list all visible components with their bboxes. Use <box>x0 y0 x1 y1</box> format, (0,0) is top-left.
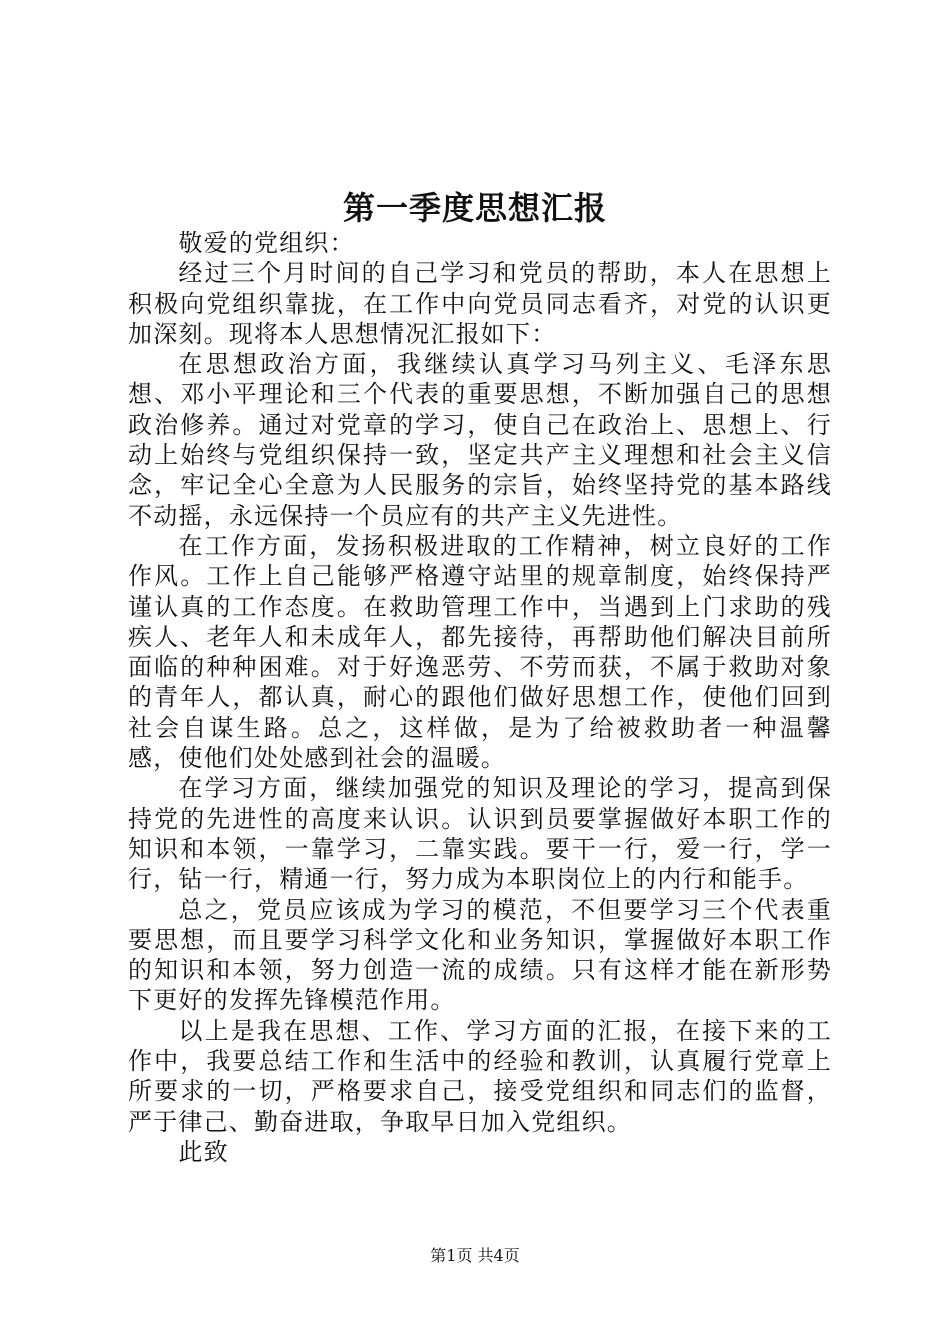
paragraph-work: 在工作方面，发扬积极进取的工作精神，树立良好的工作作风。工作上自己能够严格遵守站里的规章制度，始终保持严谨认真的工作态度。在救助管理工作中，当遇到上门求助的残疾人、老年人和未成年人，都先接待，再帮助他们解决目前所面临的种种困难。对于好逸恶劳、不劳而获，不属于救助对象的青年人，都认真，耐心的跟他们做好思想工作，使他们回到社会自谋生路。总之，这样做，是为了给被救助者一种温馨感，使他们处处感到社会的温暖。 <box>128 531 832 773</box>
salutation: 敬爱的党组织： <box>178 229 355 257</box>
paragraph-study: 在学习方面，继续加强党的知识及理论的学习，提高到保持党的先进性的高度来认识。认识到员要掌握做好本职工作的知识和本领，一靠学习，二靠实践。要干一行，爱一行，学一行，钻一行，精通一行，努力成为本职岗位上的内行和能手。 <box>128 774 832 894</box>
paragraph-political: 在思想政治方面，我继续认真学习马列主义、毛泽东思想、邓小平理论和三个代表的重要思想，不断加强自己的思想政治修养。通过对党章的学习，使自己在政治上、思想上、行动上始终与党组织保持一致，坚定共产主义理想和社会主义信念，牢记全心全意为人民服务的宗旨，始终坚持党的基本路线不动摇，永远保持一个员应有的共产主义先进性。 <box>128 350 832 530</box>
paragraph-conclusion: 以上是我在思想、工作、学习方面的汇报，在接下来的工作中，我要总结工作和生活中的经验和教训，认真履行党章上所要求的一切，严格要求自己，接受党组织和同志们的监督，严于律己、勤奋进取，争取早日加入党组织。 <box>128 1016 832 1136</box>
paragraph-intro: 经过三个月时间的自己学习和党员的帮助，本人在思想上积极向党组织靠拢，在工作中向党员同志看齐，对党的认识更加深刻。现将本人思想情况汇报如下： <box>128 259 832 348</box>
closing-phrase: 此致 <box>178 1137 229 1166</box>
document-title: 第一季度思想汇报 <box>342 189 607 227</box>
document-body <box>128 228 832 1167</box>
paragraph-summary: 总之，党员应该成为学习的模范，不但要学习三个代表重要思想，而且要学习科学文化和业务知识，掌握做好本职工作的知识和本领，努力创造一流的成绩。只有这样才能在新形势下更好的发挥先锋模范作用。 <box>128 895 832 1015</box>
page-footer: 第1页 共4页 <box>430 1246 520 1265</box>
